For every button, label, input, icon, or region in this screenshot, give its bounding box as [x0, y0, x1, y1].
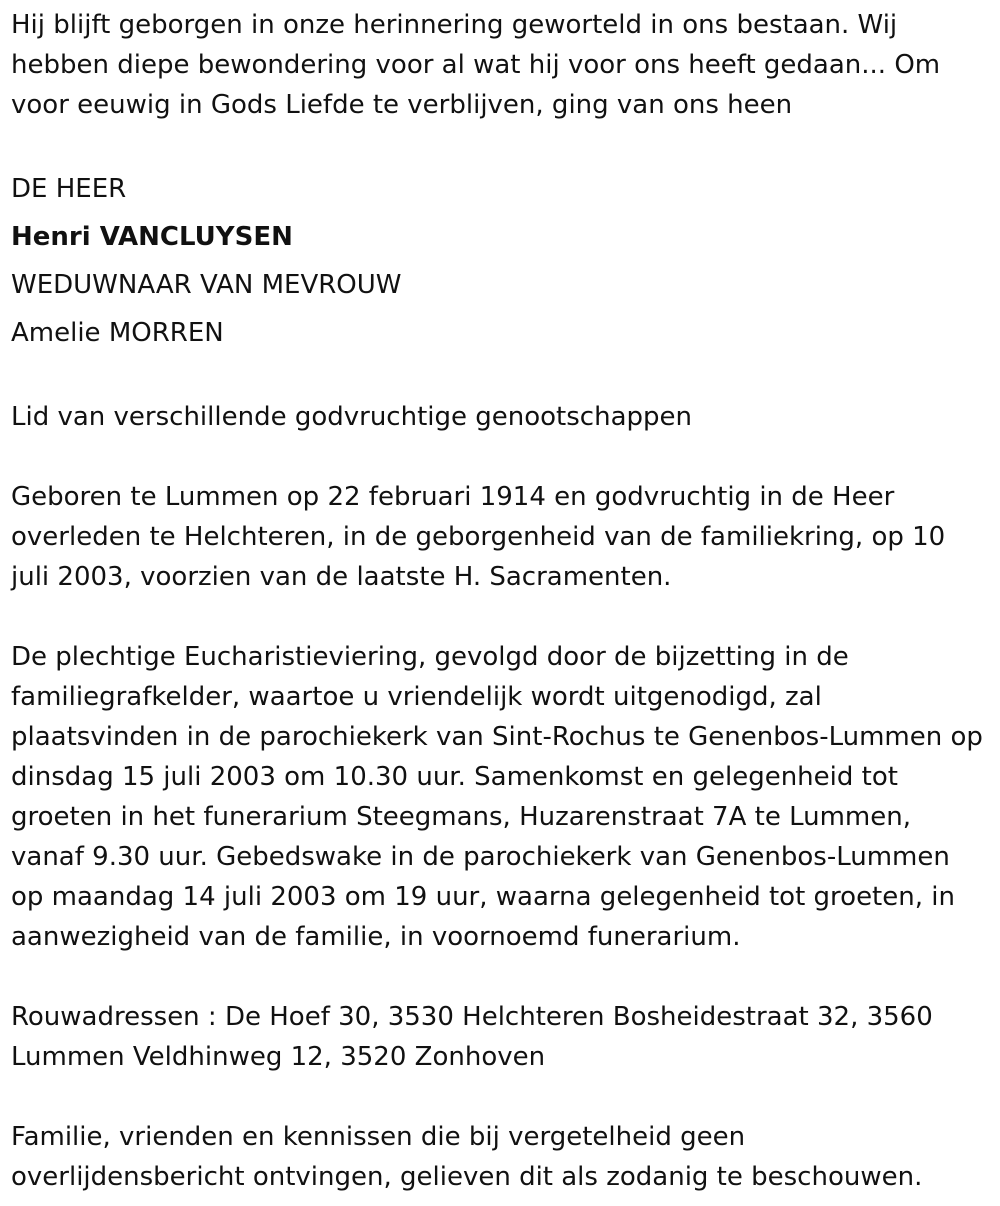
deceased-relation: WEDUWNAAR VAN MEVROUW [11, 270, 402, 300]
ceremony-paragraph: De plechtige Eucharistieviering, gevolgd door de bijzetting in de familiegrafkelder, waartoe u vriendelijk wordt uitgenodigd, zal plaatsvinden in de parochiekerk van Sint-Rochus te Genenbos-Lummen op dinsdag 15 juli 2003 om 10.30 uur. Samenkomst en gelegenheid tot groeten in het funerarium Steegmans, Huzarenstraat 7A te Lummen, vanaf 9.30 uur. Gebedswake in de parochiekerk van Genenbos-Lummen op maandag 14 juli 2003 om 19 uur, waarna gelegenheid tot groeten, in aanwezigheid van de familie, in voornoemd funerarium. [11, 642, 983, 952]
spacer [11, 597, 986, 637]
deceased-title: DE HEER [11, 174, 127, 204]
addresses-paragraph: Rouwadressen : De Hoef 30, 3530 Helchteren Bosheidestraat 32, 3560 Lummen Veldhinweg 12, 3520 Zonhoven [11, 1002, 933, 1072]
deceased-name: Henri VANCLUYSEN [11, 222, 293, 252]
obituary-document [11, 5, 986, 1197]
closing-paragraph: Familie, vrienden en kennissen die bij vergetelheid geen overlijdensbericht ontvingen, gelieven dit als zodanig te beschouwen. [11, 1122, 923, 1192]
spouse-name: Amelie MORREN [11, 318, 224, 348]
spacer [11, 357, 986, 397]
spacer [11, 1077, 986, 1117]
membership-paragraph: Lid van verschillende godvruchtige genootschappen [11, 402, 692, 432]
spacer [11, 437, 986, 477]
spacer [11, 125, 986, 165]
spacer [11, 957, 986, 997]
deceased-block [11, 165, 986, 357]
intro-paragraph: Hij blijft geborgen in onze herinnering geworteld in ons bestaan. Wij hebben diepe bewondering voor al wat hij voor ons heeft gedaan... Om voor eeuwig in Gods Liefde te verblijven, ging van ons heen [11, 10, 941, 120]
birth-death-paragraph: Geboren te Lummen op 22 februari 1914 en godvruchtig in de Heer overleden te Helchteren, in de geborgenheid van de familiekring, op 10 juli 2003, voorzien van de laatste H. Sacramenten. [11, 482, 946, 592]
